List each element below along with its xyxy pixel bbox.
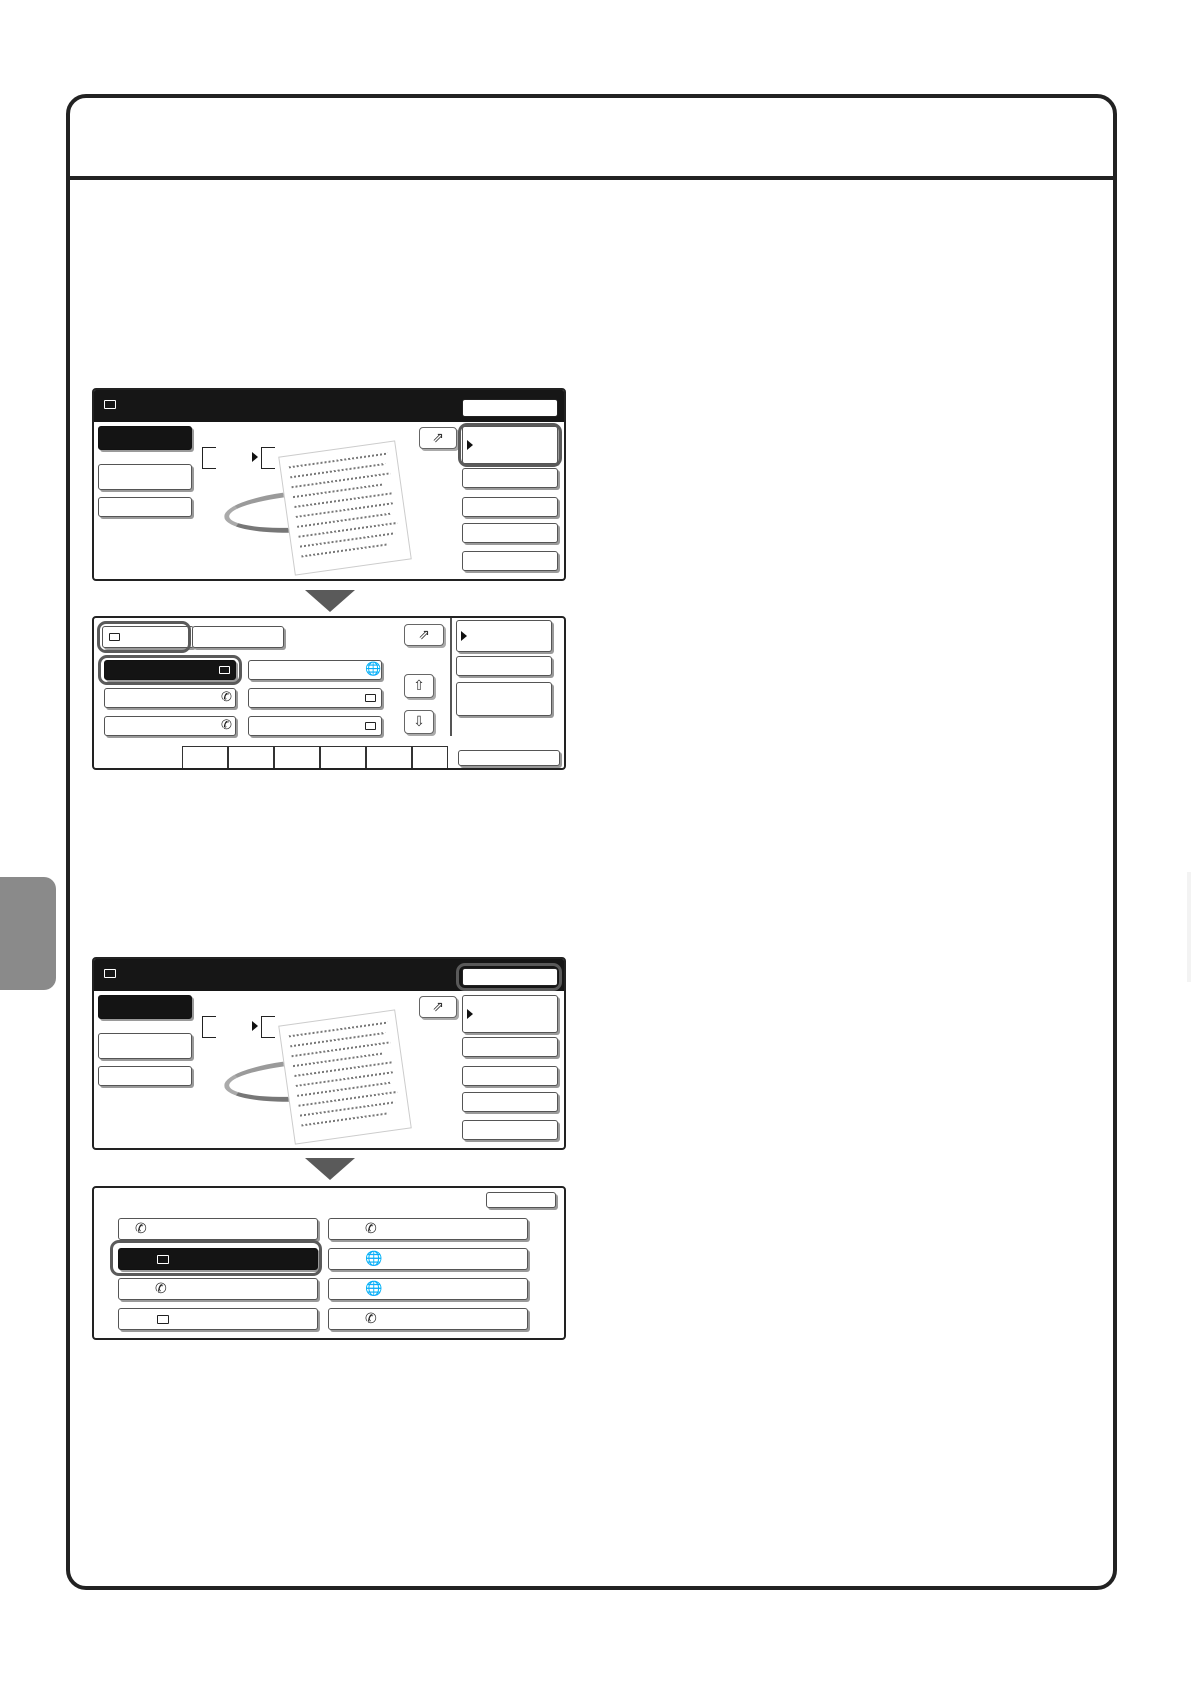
detail-key-7[interactable] bbox=[118, 1308, 318, 1330]
header-rule bbox=[66, 176, 1117, 180]
arrow-right-icon bbox=[252, 452, 258, 462]
page-frame bbox=[66, 94, 1117, 1590]
detail-key-6[interactable] bbox=[328, 1278, 528, 1300]
right-panel-button-1[interactable] bbox=[456, 620, 552, 652]
screen-header-bar bbox=[94, 390, 564, 422]
arrow-right-icon bbox=[467, 1009, 473, 1019]
right-panel-button-2[interactable] bbox=[456, 656, 552, 676]
fax-icon bbox=[104, 969, 116, 978]
detail-key-2[interactable] bbox=[328, 1218, 528, 1240]
output-doc-icon bbox=[261, 447, 275, 469]
output-doc-icon bbox=[261, 1016, 275, 1038]
screen-step2-base bbox=[92, 957, 566, 1150]
destination-key-3[interactable] bbox=[104, 688, 236, 708]
original-doc-icon bbox=[202, 1016, 216, 1038]
index-tab-6[interactable] bbox=[412, 746, 448, 770]
highlight-address-tab bbox=[97, 621, 191, 653]
address-tab-2[interactable] bbox=[192, 626, 284, 648]
destination-key-5[interactable] bbox=[104, 716, 236, 736]
phone-icon: ✆ bbox=[365, 1221, 377, 1237]
fax-icon bbox=[365, 722, 376, 730]
highlight-destination-key bbox=[110, 1240, 322, 1276]
right-button-3[interactable] bbox=[462, 497, 558, 517]
detail-key-1[interactable] bbox=[118, 1218, 318, 1240]
index-tab-row bbox=[94, 746, 564, 770]
destination-key-6[interactable] bbox=[248, 716, 382, 736]
mode-button-3[interactable] bbox=[98, 1066, 192, 1086]
mode-switch-icon[interactable]: ⇗ bbox=[419, 427, 457, 449]
right-button-2[interactable] bbox=[462, 468, 558, 488]
phone-icon: ✆ bbox=[135, 1221, 147, 1237]
screen-step1-base bbox=[92, 388, 566, 581]
destination-key-4[interactable] bbox=[248, 688, 382, 708]
destination-key-2[interactable] bbox=[248, 660, 382, 680]
right-button-4[interactable] bbox=[462, 1092, 558, 1112]
chapter-tab bbox=[0, 877, 56, 990]
index-tab-5[interactable] bbox=[366, 746, 412, 770]
right-button-2[interactable] bbox=[462, 1037, 558, 1057]
address-book-button[interactable] bbox=[462, 995, 558, 1033]
header-button[interactable] bbox=[462, 399, 558, 417]
mode-switch-icon[interactable]: ⇗ bbox=[419, 996, 457, 1018]
globe-icon: 🌐 bbox=[365, 1281, 383, 1297]
mode-button-2[interactable] bbox=[98, 464, 192, 490]
bottom-right-button[interactable] bbox=[458, 750, 560, 766]
page-edge-mark bbox=[1187, 872, 1191, 982]
index-tab-2[interactable] bbox=[228, 746, 274, 770]
fax-icon bbox=[157, 1315, 169, 1324]
screen-step2-detail-list bbox=[92, 1186, 566, 1340]
mode-switch-icon[interactable]: ⇗ bbox=[404, 624, 444, 646]
highlight-destination-key bbox=[98, 655, 242, 685]
detail-key-8[interactable] bbox=[328, 1308, 528, 1330]
list-header-button[interactable] bbox=[486, 1192, 556, 1208]
right-panel-button-3[interactable] bbox=[456, 682, 552, 716]
detail-key-5[interactable] bbox=[118, 1278, 318, 1300]
detail-key-4[interactable] bbox=[328, 1248, 528, 1270]
down-triangle-icon bbox=[305, 590, 355, 612]
fax-icon bbox=[365, 694, 376, 702]
right-button-5[interactable] bbox=[462, 1120, 558, 1140]
fax-icon bbox=[104, 400, 116, 409]
mode-button-3[interactable] bbox=[98, 497, 192, 517]
arrow-down-icon[interactable]: ⇩ bbox=[404, 710, 434, 734]
original-doc-icon bbox=[202, 447, 216, 469]
document-sheet-illustration bbox=[278, 1009, 412, 1144]
phone-icon: ✆ bbox=[365, 1311, 377, 1327]
mode-button-1[interactable] bbox=[98, 995, 192, 1019]
phone-icon: ✆ bbox=[155, 1281, 167, 1297]
highlight-header-button bbox=[456, 963, 562, 991]
down-triangle-icon bbox=[305, 1158, 355, 1180]
arrow-right-icon bbox=[252, 1021, 258, 1031]
globe-icon: 🌐 bbox=[365, 662, 382, 677]
right-button-5[interactable] bbox=[462, 551, 558, 571]
index-tab-4[interactable] bbox=[320, 746, 366, 770]
index-tab-3[interactable] bbox=[274, 746, 320, 770]
document-sheet-illustration bbox=[278, 440, 412, 575]
arrow-right-icon bbox=[461, 631, 467, 641]
mode-button-1[interactable] bbox=[98, 426, 192, 450]
right-button-3[interactable] bbox=[462, 1066, 558, 1086]
arrow-up-icon[interactable]: ⇧ bbox=[404, 674, 434, 698]
globe-icon: 🌐 bbox=[365, 1251, 383, 1267]
highlight-address-book bbox=[458, 423, 562, 467]
right-button-4[interactable] bbox=[462, 523, 558, 543]
phone-icon: ✆ bbox=[221, 718, 232, 733]
screen-step1-address-book bbox=[92, 616, 566, 770]
column-divider bbox=[450, 618, 452, 736]
phone-icon: ✆ bbox=[221, 690, 232, 705]
index-tab-1[interactable] bbox=[182, 746, 228, 770]
mode-button-2[interactable] bbox=[98, 1033, 192, 1059]
